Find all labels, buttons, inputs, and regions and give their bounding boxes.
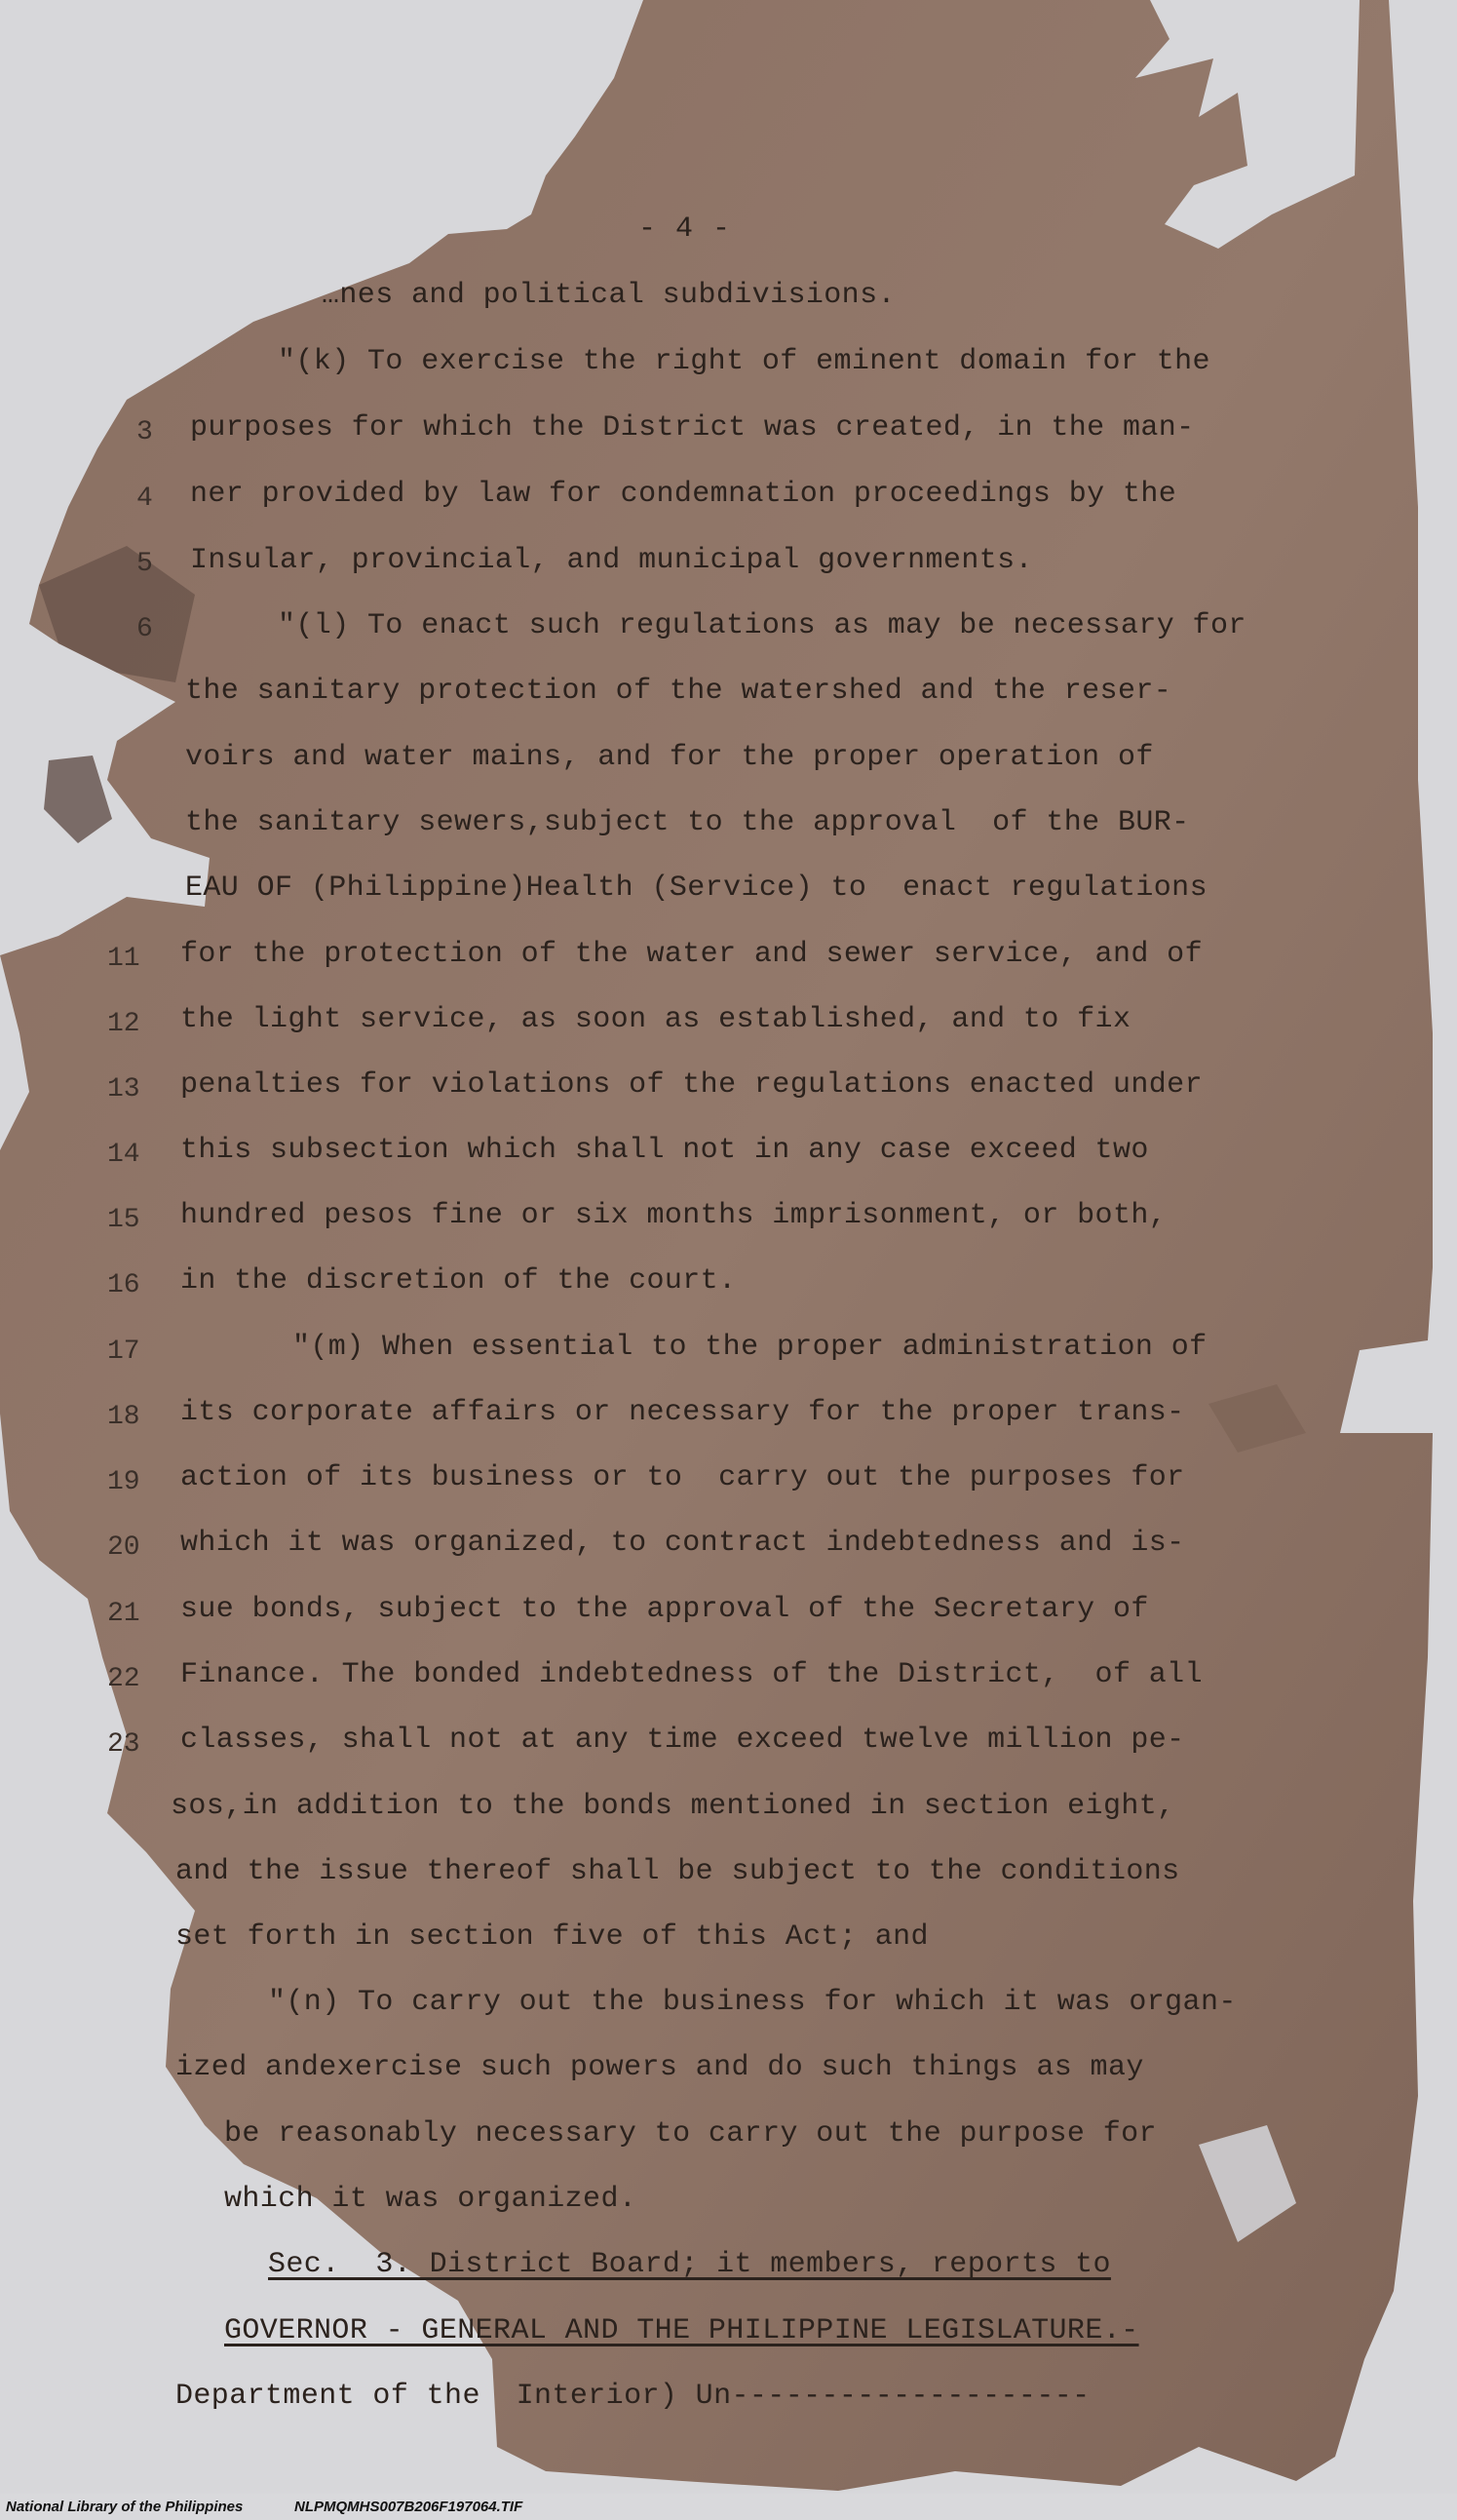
section-heading-line: GOVERNOR - GENERAL AND THE PHILIPPINE LEGISLATURE.- [224, 2314, 1139, 2347]
text-line: the sanitary sewers,subject to the approval of the BUR- [185, 806, 1190, 839]
text-line: in the discretion of the court. [180, 1264, 737, 1298]
text-line: Department of the Interior) Un-------------------- [175, 2380, 1091, 2413]
text-line: …nes and political subdivisions. [322, 279, 896, 312]
line-number: 6 [136, 614, 153, 644]
line-number: 4 [136, 484, 153, 514]
text-line: purposes for which the District was created, in the man- [190, 411, 1195, 445]
line-number: 14 [107, 1140, 140, 1170]
text-line: which it was organized. [224, 2183, 637, 2216]
line-number: 23 [107, 1729, 140, 1760]
text-line: sue bonds, subject to the approval of the Secretary of [180, 1593, 1149, 1626]
text-line: action of its business or to carry out the purposes for [180, 1461, 1185, 1494]
text-line: hundred pesos fine or six months imprisonment, or both, [180, 1199, 1168, 1232]
text-line: the sanitary protection of the watershed and the reser- [185, 675, 1172, 708]
text-line: "(m) When essential to the proper administration of [292, 1331, 1208, 1364]
footer-filename: NLPMQMHS007B206F197064.TIF [294, 2499, 523, 2515]
line-number: 3 [136, 417, 153, 447]
line-number: 15 [107, 1205, 140, 1235]
text-line: ized andexercise such powers and do such things as may [175, 2051, 1144, 2084]
line-number: 12 [107, 1009, 140, 1039]
line-number: 19 [107, 1467, 140, 1497]
line-number: 22 [107, 1664, 140, 1694]
line-number: 18 [107, 1402, 140, 1432]
text-line: "(k) To exercise the right of eminent domain for the [278, 345, 1210, 378]
text-line: which it was organized, to contract indebtedness and is- [180, 1527, 1185, 1560]
text-line: classes, shall not at any time exceed twelve million pe- [180, 1724, 1185, 1757]
text-line: "(n) To carry out the business for which it was organ- [268, 1986, 1237, 2019]
text-line: and the issue thereof shall be subject to the conditions [175, 1855, 1180, 1888]
line-number: 17 [107, 1337, 140, 1367]
line-number: 5 [136, 549, 153, 579]
text-line: the light service, as soon as established, and to fix [180, 1003, 1131, 1036]
line-number: 11 [107, 944, 140, 974]
text-line: be reasonably necessary to carry out the purpose for [224, 2117, 1157, 2151]
section-heading-line: Sec. 3. District Board; it members, reports to [268, 2248, 1111, 2281]
text-line: Finance. The bonded indebtedness of the District, of all [180, 1658, 1203, 1691]
line-number: 20 [107, 1532, 140, 1563]
footer-library-name: National Library of the Philippines [6, 2499, 244, 2515]
text-line: its corporate affairs or necessary for the proper trans- [180, 1396, 1185, 1429]
page-number: - 4 - [638, 213, 732, 246]
line-number: 16 [107, 1270, 140, 1300]
text-line: penalties for violations of the regulations enacted under [180, 1068, 1203, 1102]
text-line: for the protection of the water and sewer service, and of [180, 938, 1203, 971]
text-line: set forth in section five of this Act; and [175, 1920, 929, 1954]
line-number: 13 [107, 1074, 140, 1105]
text-line: voirs and water mains, and for the proper operation of [185, 741, 1154, 774]
text-line: Insular, provincial, and municipal governments. [190, 544, 1033, 577]
text-line: "(l) To enact such regulations as may be necessary for [278, 609, 1246, 642]
text-line: EAU OF (Philippine)Health (Service) to enact regulations [185, 872, 1208, 905]
text-line: ner provided by law for condemnation proceedings by the [190, 478, 1177, 511]
text-line: sos,in addition to the bonds mentioned in section eight, [171, 1790, 1175, 1823]
text-line: this subsection which shall not in any case exceed two [180, 1134, 1149, 1167]
line-number: 21 [107, 1599, 140, 1629]
